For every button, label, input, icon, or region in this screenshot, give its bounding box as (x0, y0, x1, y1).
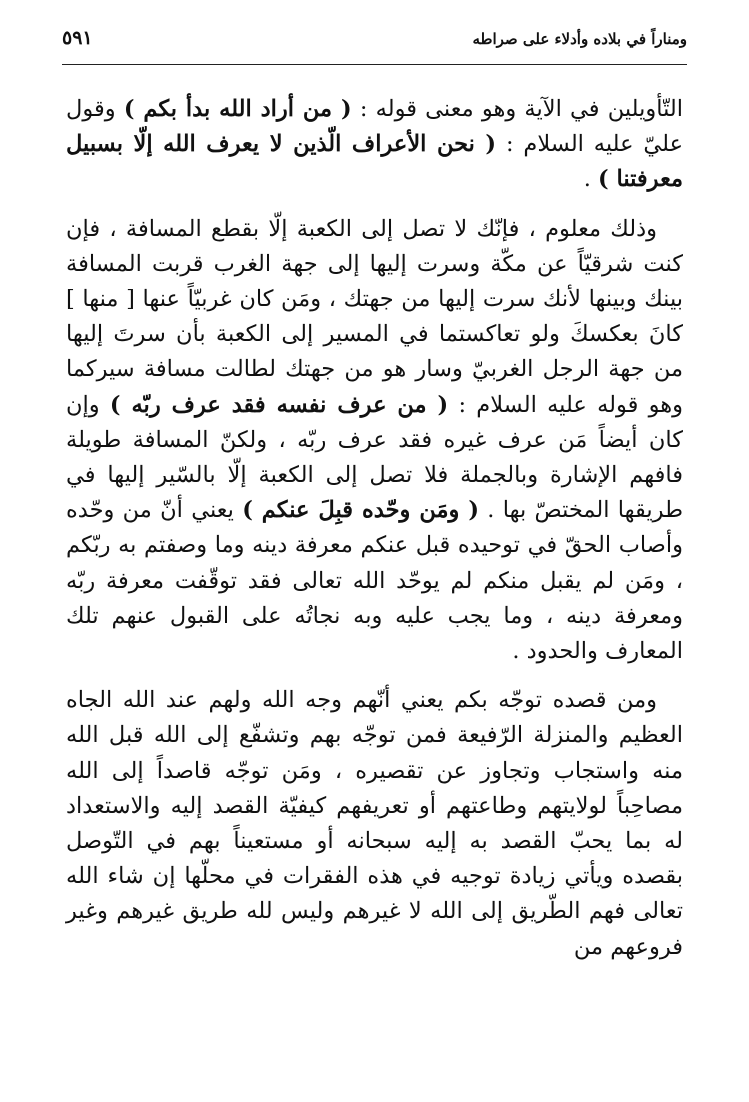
body-text (66, 92, 683, 979)
text-run: ومن قصده توجّه بكم يعني أنّهم وجه الله ولهم عند الله الجاه العظيم والمنزلة الرّفيعة فمن توجّه بهم وتشفّع إلى الله قبل الله منه واستجاب وتجاوز عن تقصيره ، ومَن توجّه قاصداً إلى الله مصاحِباً لولايتهم وطاعتهم أو تعريفهم كيفيّة القصد إليه والاستعداد له بما يحبّ القصد به إليه سبحانه أو مستعيناً بهم في التّوصل بقصده ويأتي زيادة توجيه في هذه الفقرات في محلّها إن شاء الله تعالى فهم الطّريق إلى الله لا غيرهم وليس لله طريق غيرهم وغير فروعهم من (66, 687, 683, 960)
text-run: وذلك معلوم ، فإنّك لا تصل إلى الكعبة إلّا بقطع المسافة ، فإن كنت شرقيّاً عن مكّة وسرت إليها إلى جهة الغرب قربت المسافة بينك وبينها لأنك سرت إليها من جهتك ، ومَن كان غربيّاً عنها [ منها ] كانَ بعكسكَ ولو تعاكستما في المسير إلى الكعبة بأن سرتَ إليها من جهة الرجل الغربيّ وسار هو من جهتك لطالت مسافة سيركما وهو قوله عليه السلام : (66, 215, 683, 418)
running-header (62, 24, 687, 65)
text-run: وقول عليّ عليه السلام : (66, 96, 684, 158)
hadith-quote: ( من أراد الله بدأ بكم ) (123, 96, 352, 122)
text-run: يعني أنّ من وحّده وأصاب الحقّ في توحيده قبل عنكم معرفة دينه وما وصفتم به ربّكم ، ومَن لم يقبل منكم لم يوحّد الله تعالى فقد توقّفت معرفة ربّه ومعرفة دينه ، وما يجب عليه وبه نجاتُه على القبول عنهم تلك المعارف والحدود . (66, 497, 683, 665)
paragraph-3 (66, 683, 683, 965)
text-run: التّأويلين في الآية وهو معنى قوله : (351, 96, 683, 122)
paragraph-1 (66, 92, 683, 198)
text-run: وإن كان أيضاً مَن عرف غيره فقد عرف ربّه ، ولكنّ المسافة طويلة فافهم الإشارة وبالجملة فلا تصل إلى الكعبة إلّا بالسّير إليها في طريقها المختصّ بها . (66, 391, 683, 524)
hadith-quote: ( ومَن وحّده قبِلَ عنكم ) (242, 497, 479, 524)
hadith-quote: ( من عرف نفسه فقد عرف ربّه ) (109, 391, 449, 418)
running-header-title: ومناراً في بلاده وأدلاء على صراطه (472, 30, 687, 48)
text-run: . (583, 166, 598, 193)
page-number: ٥٩١ (62, 27, 93, 49)
hadith-quote: ( نحن الأعراف الّذين لا يعرف الله إلّا بسبيل معرفتنا ) (66, 131, 683, 193)
paragraph-2 (66, 212, 683, 670)
